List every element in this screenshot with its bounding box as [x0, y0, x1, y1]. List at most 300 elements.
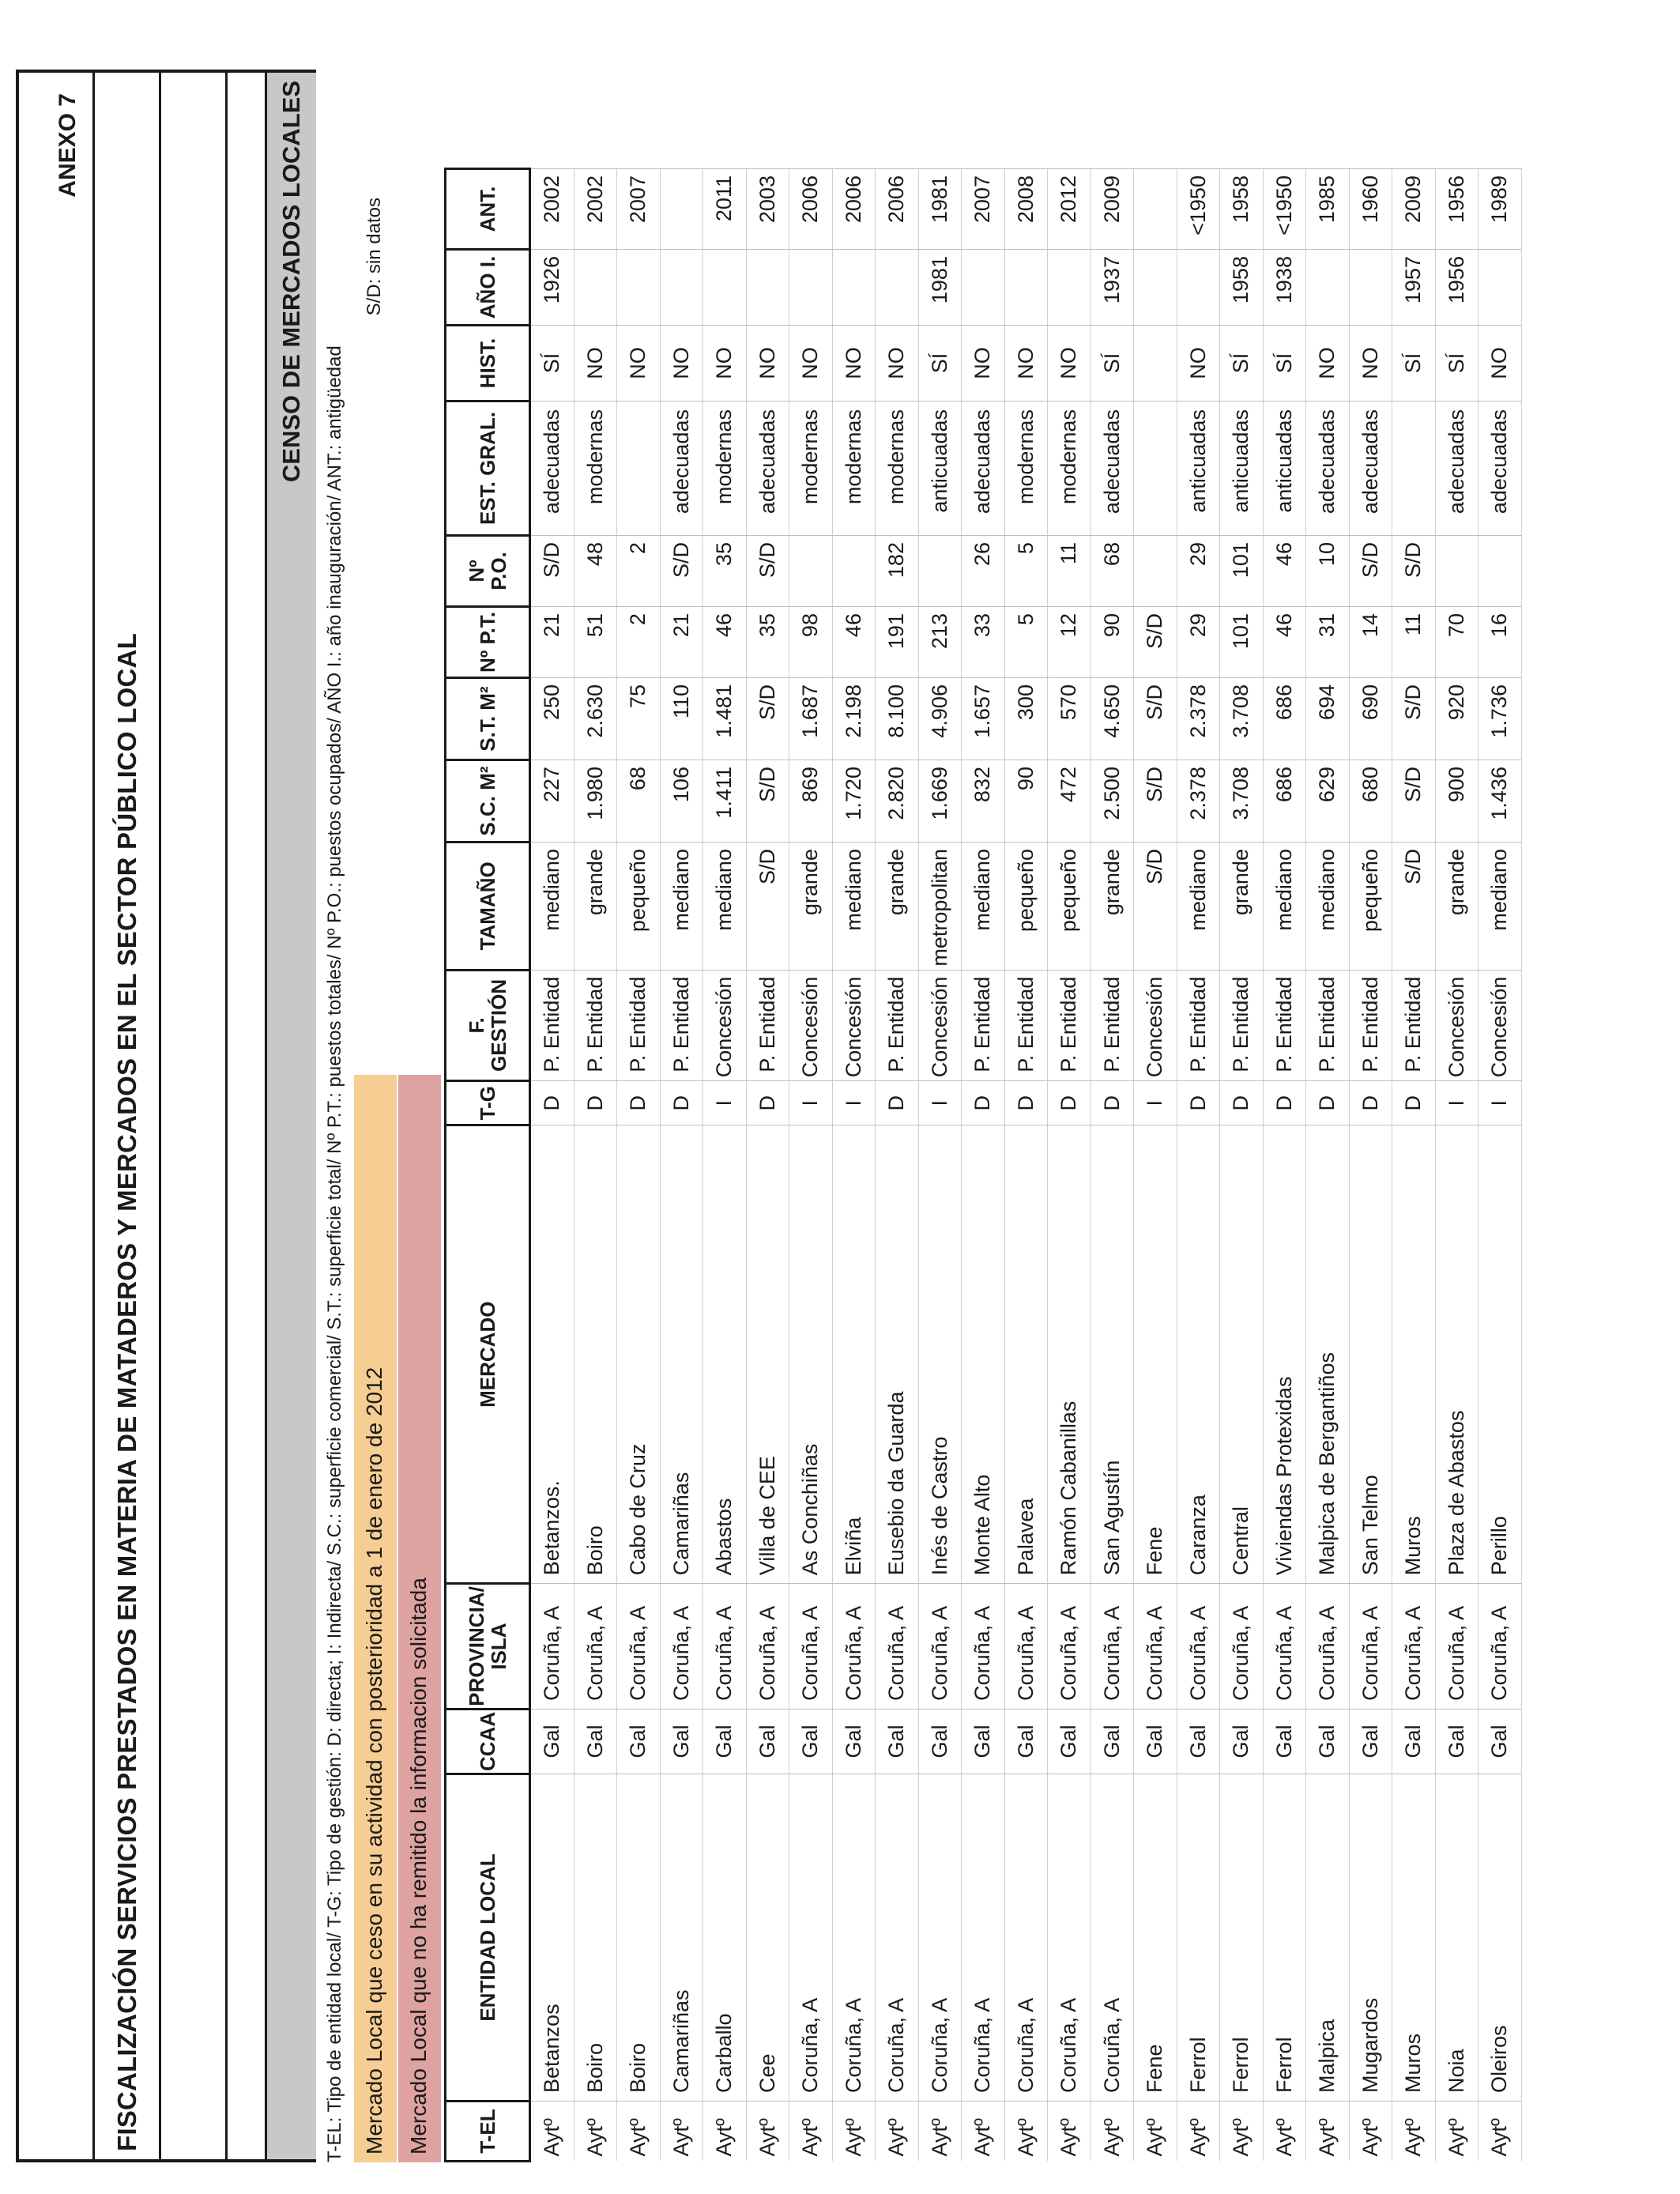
est-cell	[1392, 401, 1436, 536]
st-cell: 690	[1349, 678, 1392, 760]
ccaa-cell: Gal	[1177, 1709, 1220, 1774]
page-title: FISCALIZACIÓN SERVICIOS PRESTADOS EN MATERIA DE MATADEROS Y MERCADOS EN EL SECTOR PÚBLICO LOCAL	[112, 633, 141, 2151]
provincia-cell: Coruña, A	[617, 1584, 661, 1710]
tg-cell: D	[1306, 1081, 1350, 1125]
est-cell: adecuadas	[746, 401, 789, 536]
gestion-cell: P. Entidad	[1220, 970, 1264, 1081]
entidad-cell: Fene	[1134, 1774, 1177, 2102]
tg-cell: I	[703, 1081, 747, 1125]
table-row	[1435, 169, 1478, 2162]
provincia-cell: Coruña, A	[1048, 1584, 1091, 1710]
entidad-cell: Carballo	[703, 1774, 747, 2102]
est-cell: modernas	[789, 401, 833, 536]
provincia-cell: Coruña, A	[876, 1584, 919, 1710]
est-cell	[1134, 401, 1177, 536]
tg-cell: I	[789, 1081, 833, 1125]
pt-cell: 35	[746, 607, 789, 678]
pt-cell: 90	[1090, 607, 1134, 678]
ant-cell: <1950	[1177, 169, 1220, 250]
ccaa-cell: Gal	[1220, 1709, 1264, 1774]
sc-cell: 686	[1263, 760, 1306, 843]
te-cell: Aytº	[1134, 2102, 1177, 2162]
entidad-cell: Muros	[1392, 1774, 1436, 2102]
st-cell: 250	[530, 678, 574, 760]
ant-cell: 2002	[530, 169, 574, 250]
mercado-cell: Cabo de Cruz	[617, 1125, 661, 1584]
tg-cell: D	[1392, 1081, 1436, 1125]
annex-row	[19, 73, 95, 2159]
hist-cell: NO	[789, 326, 833, 401]
st-cell: 570	[1048, 678, 1091, 760]
st-cell: 110	[660, 678, 703, 760]
hist-cell: NO	[1004, 326, 1048, 401]
gestion-cell: P. Entidad	[660, 970, 703, 1081]
te-cell: Aytº	[1306, 2102, 1350, 2162]
entidad-cell: Mugardos	[1349, 1774, 1392, 2102]
po-cell: 48	[574, 536, 617, 607]
pt-cell: 29	[1177, 607, 1220, 678]
anio-cell: 1958	[1220, 250, 1264, 326]
anio-cell	[746, 250, 789, 326]
hist-cell: SÍ	[1263, 326, 1306, 401]
mercado-cell: Elviña	[832, 1125, 876, 1584]
ant-cell: 2006	[832, 169, 876, 250]
table-row	[1220, 169, 1264, 2162]
hist-cell: SÍ	[1220, 326, 1264, 401]
col-ccaa: CCAA	[446, 1709, 530, 1774]
provincia-cell: Coruña, A	[1392, 1584, 1436, 1710]
provincia-cell: Coruña, A	[962, 1584, 1005, 1710]
anio-cell	[1349, 250, 1392, 326]
provincia-cell: Coruña, A	[1263, 1584, 1306, 1710]
closed-market-label: Mercado Local que ceso en su actividad con posterioridad a 1 de enero de 2012	[362, 1367, 386, 2154]
provincia-cell: Coruña, A	[660, 1584, 703, 1710]
hist-cell: NO	[660, 326, 703, 401]
mercado-cell: Eusebio da Guarda	[876, 1125, 919, 1584]
sc-cell: 1.411	[703, 760, 747, 843]
no-info-note	[398, 1097, 441, 2162]
col-sc: S.C. M²	[446, 760, 530, 843]
hist-cell: NO	[1048, 326, 1091, 401]
tg-cell: D	[617, 1081, 661, 1125]
te-cell: Aytº	[1349, 2102, 1392, 2162]
po-cell	[1134, 536, 1177, 607]
mercado-cell: Ramón Cabanillas	[1048, 1125, 1091, 1584]
sc-cell: 832	[962, 760, 1005, 843]
te-cell: Aytº	[1263, 2102, 1306, 2162]
st-cell: 1.481	[703, 678, 747, 760]
pt-cell: 46	[1263, 607, 1306, 678]
anio-cell	[962, 250, 1005, 326]
te-cell: Aytº	[1435, 2102, 1478, 2162]
tg-cell: I	[1134, 1081, 1177, 1125]
te-cell: Aytº	[1220, 2102, 1264, 2162]
table-row	[530, 169, 574, 2162]
table-row	[918, 169, 962, 2162]
est-cell: modernas	[1004, 401, 1048, 536]
sc-cell: 472	[1048, 760, 1091, 843]
hist-cell: SÍ	[918, 326, 962, 401]
entidad-cell: Coruña, A	[832, 1774, 876, 2102]
ant-cell: 2007	[617, 169, 661, 250]
mercado-cell: Inés de Castro	[918, 1125, 962, 1584]
ant-cell: 1960	[1349, 169, 1392, 250]
hist-cell: NO	[1306, 326, 1350, 401]
sc-cell: 869	[789, 760, 833, 843]
te-cell: Aytº	[530, 2102, 574, 2162]
col-st: S.T. M²	[446, 678, 530, 760]
pt-cell: 51	[574, 607, 617, 678]
po-cell	[1478, 536, 1522, 607]
tamano-cell: mediano	[1177, 843, 1220, 971]
blank-row	[161, 73, 228, 2159]
tamano-cell: metropolitan	[918, 843, 962, 971]
table-row	[617, 169, 661, 2162]
annex-label: ANEXO 7	[55, 93, 81, 198]
anio-cell	[832, 250, 876, 326]
provincia-cell: Coruña, A	[789, 1584, 833, 1710]
ccaa-cell: Gal	[918, 1709, 962, 1774]
gestion-cell: Concesión	[832, 970, 876, 1081]
mercado-cell: Camariñas	[660, 1125, 703, 1584]
hist-cell: SÍ	[1435, 326, 1478, 401]
pt-cell: 12	[1048, 607, 1091, 678]
ccaa-cell: Gal	[746, 1709, 789, 1774]
ccaa-cell: Gal	[1306, 1709, 1350, 1774]
gestion-cell: P. Entidad	[876, 970, 919, 1081]
ccaa-cell: Gal	[574, 1709, 617, 1774]
hist-cell: SÍ	[1090, 326, 1134, 401]
ccaa-cell: Gal	[1263, 1709, 1306, 1774]
te-cell: Aytº	[1090, 2102, 1134, 2162]
mercado-cell: Boiro	[574, 1125, 617, 1584]
tamano-cell: pequeño	[617, 843, 661, 971]
est-cell: modernas	[876, 401, 919, 536]
gestion-cell: Concesión	[1134, 970, 1177, 1081]
provincia-cell: Coruña, A	[1220, 1584, 1264, 1710]
ccaa-cell: Gal	[1478, 1709, 1522, 1774]
provincia-cell: Coruña, A	[1349, 1584, 1392, 1710]
col-anio: AÑO I.	[446, 250, 530, 326]
sc-cell: S/D	[1392, 760, 1436, 843]
hist-cell: NO	[617, 326, 661, 401]
te-cell: Aytº	[574, 2102, 617, 2162]
entidad-cell: Coruña, A	[962, 1774, 1005, 2102]
gestion-cell: P. Entidad	[1263, 970, 1306, 1081]
entidad-cell: Coruña, A	[918, 1774, 962, 2102]
blank-row-2	[228, 73, 267, 2159]
sc-cell: 2.378	[1177, 760, 1220, 843]
po-cell: 101	[1220, 536, 1264, 607]
est-cell: anticuadas	[918, 401, 962, 536]
mercado-cell: Plaza de Abastos	[1435, 1125, 1478, 1584]
ant-cell: 1985	[1306, 169, 1350, 250]
gestion-cell: Concesión	[1435, 970, 1478, 1081]
hist-cell: NO	[1349, 326, 1392, 401]
ant-cell: 2009	[1392, 169, 1436, 250]
title-row	[95, 73, 161, 2159]
sc-cell: 900	[1435, 760, 1478, 843]
ccaa-cell: Gal	[1090, 1709, 1134, 1774]
est-cell: adecuadas	[1478, 401, 1522, 536]
anio-cell: 1957	[1392, 250, 1436, 326]
ccaa-cell: Gal	[1435, 1709, 1478, 1774]
mercado-cell: Palavea	[1004, 1125, 1048, 1584]
st-cell: 2.198	[832, 678, 876, 760]
tamano-cell: grande	[789, 843, 833, 971]
table-row	[574, 169, 617, 2162]
provincia-cell: Coruña, A	[1306, 1584, 1350, 1710]
col-mercado: MERCADO	[446, 1125, 530, 1584]
table-row	[832, 169, 876, 2162]
ant-cell: 2009	[1090, 169, 1134, 250]
te-cell: Aytº	[746, 2102, 789, 2162]
sc-cell: 680	[1349, 760, 1392, 843]
st-cell: 3.708	[1220, 678, 1264, 760]
tg-cell: D	[1349, 1081, 1392, 1125]
ccaa-cell: Gal	[876, 1709, 919, 1774]
pt-cell: 16	[1478, 607, 1522, 678]
hist-cell: SÍ	[530, 326, 574, 401]
pt-cell: 31	[1306, 607, 1350, 678]
gestion-cell: P. Entidad	[1392, 970, 1436, 1081]
tamano-cell: grande	[1220, 843, 1264, 971]
anio-cell	[660, 250, 703, 326]
gestion-cell: P. Entidad	[1177, 970, 1220, 1081]
table-row	[746, 169, 789, 2162]
anio-cell	[1004, 250, 1048, 326]
tamano-cell: mediano	[1263, 843, 1306, 971]
po-cell: 182	[876, 536, 919, 607]
table-row	[789, 169, 833, 2162]
table-row	[1004, 169, 1048, 2162]
entidad-cell: Camariñas	[660, 1774, 703, 2102]
mercado-cell: Caranza	[1177, 1125, 1220, 1584]
ant-cell: 1956	[1435, 169, 1478, 250]
st-cell: 686	[1263, 678, 1306, 760]
ccaa-cell: Gal	[962, 1709, 1005, 1774]
est-cell: anticuadas	[1220, 401, 1264, 536]
header-box	[16, 70, 316, 2162]
po-cell: S/D	[660, 536, 703, 607]
est-cell: adecuadas	[530, 401, 574, 536]
mercado-cell: Muros	[1392, 1125, 1436, 1584]
po-cell: 26	[962, 536, 1005, 607]
tamano-cell: grande	[1090, 843, 1134, 971]
pt-cell: 46	[832, 607, 876, 678]
entidad-cell: Boiro	[617, 1774, 661, 2102]
provincia-cell: Coruña, A	[530, 1584, 574, 1710]
col-tamano: TAMAÑO	[446, 843, 530, 971]
ant-cell: 1958	[1220, 169, 1264, 250]
gestion-cell: P. Entidad	[1004, 970, 1048, 1081]
tg-cell: I	[918, 1081, 962, 1125]
po-cell: 5	[1004, 536, 1048, 607]
gestion-cell: P. Entidad	[1090, 970, 1134, 1081]
pt-cell: 213	[918, 607, 962, 678]
entidad-cell: Boiro	[574, 1774, 617, 2102]
ccaa-cell: Gal	[530, 1709, 574, 1774]
gestion-cell: Concesión	[703, 970, 747, 1081]
mercado-cell: Monte Alto	[962, 1125, 1005, 1584]
ccaa-cell: Gal	[703, 1709, 747, 1774]
tg-cell: D	[1220, 1081, 1264, 1125]
te-cell: Aytº	[703, 2102, 747, 2162]
table-row	[660, 169, 703, 2162]
st-cell: 1.657	[962, 678, 1005, 760]
tamano-cell: mediano	[660, 843, 703, 971]
po-cell: 35	[703, 536, 747, 607]
tg-cell: I	[832, 1081, 876, 1125]
provincia-cell: Coruña, A	[1478, 1584, 1522, 1710]
st-cell: S/D	[1134, 678, 1177, 760]
closed-market-swatch	[354, 1075, 397, 1097]
entidad-cell: Coruña, A	[1090, 1774, 1134, 2102]
te-cell: Aytº	[660, 2102, 703, 2162]
sc-cell: S/D	[746, 760, 789, 843]
sc-cell: 3.708	[1220, 760, 1264, 843]
gestion-cell: P. Entidad	[574, 970, 617, 1081]
pt-cell: 5	[1004, 607, 1048, 678]
te-cell: Aytº	[918, 2102, 962, 2162]
po-cell: S/D	[746, 536, 789, 607]
anio-cell: 1956	[1435, 250, 1478, 326]
entidad-cell: Ferrol	[1263, 1774, 1306, 2102]
gestion-cell: P. Entidad	[1306, 970, 1350, 1081]
sc-cell: 227	[530, 760, 574, 843]
pt-cell: 21	[660, 607, 703, 678]
tamano-cell: S/D	[746, 843, 789, 971]
tamano-cell: pequeño	[1048, 843, 1091, 971]
tamano-cell: grande	[876, 843, 919, 971]
ccaa-cell: Gal	[1004, 1709, 1048, 1774]
anio-cell	[789, 250, 833, 326]
table-header-row	[446, 169, 530, 2162]
po-cell: 68	[1090, 536, 1134, 607]
provincia-cell: Coruña, A	[703, 1584, 747, 1710]
provincia-cell: Coruña, A	[1134, 1584, 1177, 1710]
tg-cell: D	[1263, 1081, 1306, 1125]
provincia-cell: Coruña, A	[832, 1584, 876, 1710]
hist-cell: SÍ	[1392, 326, 1436, 401]
est-cell: adecuadas	[1349, 401, 1392, 536]
tamano-cell: mediano	[832, 843, 876, 971]
ant-cell: <1950	[1263, 169, 1306, 250]
sc-cell: 1.436	[1478, 760, 1522, 843]
hist-cell: NO	[574, 326, 617, 401]
provincia-cell: Coruña, A	[746, 1584, 789, 1710]
col-te: T-EL	[446, 2102, 530, 2162]
gestion-cell: P. Entidad	[617, 970, 661, 1081]
tamano-cell: grande	[574, 843, 617, 971]
entidad-cell: Coruña, A	[876, 1774, 919, 2102]
mercado-cell: Abastos	[703, 1125, 747, 1584]
col-est: EST. GRAL.	[446, 401, 530, 536]
tg-cell: D	[1177, 1081, 1220, 1125]
gestion-cell: Concesión	[918, 970, 962, 1081]
tg-cell: D	[1090, 1081, 1134, 1125]
po-cell: 11	[1048, 536, 1091, 607]
entidad-cell: Oleiros	[1478, 1774, 1522, 2102]
table-row	[1478, 169, 1522, 2162]
po-cell	[789, 536, 833, 607]
pt-cell: 33	[962, 607, 1005, 678]
no-info-label: Mercado Local que no ha remitido la informacion solicitada	[406, 1578, 431, 2154]
tamano-cell: S/D	[1392, 843, 1436, 971]
po-cell	[918, 536, 962, 607]
est-cell: anticuadas	[1263, 401, 1306, 536]
st-cell: 4.650	[1090, 678, 1134, 760]
te-cell: Aytº	[1392, 2102, 1436, 2162]
pt-cell: 98	[789, 607, 833, 678]
ant-cell: 2007	[962, 169, 1005, 250]
ccaa-cell: Gal	[789, 1709, 833, 1774]
sc-cell: 90	[1004, 760, 1048, 843]
est-cell: adecuadas	[660, 401, 703, 536]
tamano-cell: mediano	[1306, 843, 1350, 971]
census-row	[267, 73, 316, 2159]
table-body	[530, 169, 1522, 2162]
col-hist: HIST.	[446, 326, 530, 401]
table-row	[1392, 169, 1436, 2162]
provincia-cell: Coruña, A	[574, 1584, 617, 1710]
table-row	[1177, 169, 1220, 2162]
ccaa-cell: Gal	[1048, 1709, 1091, 1774]
pt-cell: S/D	[1134, 607, 1177, 678]
gestion-cell: P. Entidad	[530, 970, 574, 1081]
est-cell: anticuadas	[1177, 401, 1220, 536]
st-cell: S/D	[1392, 678, 1436, 760]
anio-cell	[1134, 250, 1177, 326]
mercado-cell: Malpica de Bergantiños	[1306, 1125, 1350, 1584]
tamano-cell: mediano	[962, 843, 1005, 971]
ccaa-cell: Gal	[617, 1709, 661, 1774]
pt-cell: 46	[703, 607, 747, 678]
col-pt: Nº P.T.	[446, 607, 530, 678]
table-row	[962, 169, 1005, 2162]
sc-cell: 629	[1306, 760, 1350, 843]
tg-cell: D	[746, 1081, 789, 1125]
legend-text: T-EL: Tipo de entidad local/ T-G: Tipo de gestión: D: directa; I: Indirecta/ S.C.: superficie comercial/ S.T.: superficie total/ Nº P.T.: puestos totales/ Nº P.O.: puestos ocupados/ AÑO I.: año inauguración/ ANT.: antigüedad	[324, 345, 345, 2162]
entidad-cell: Cee	[746, 1774, 789, 2102]
ccaa-cell: Gal	[1134, 1709, 1177, 1774]
census-title: CENSO DE MERCADOS LOCALES	[277, 81, 305, 483]
po-cell	[1435, 536, 1478, 607]
table-row	[876, 169, 919, 2162]
est-cell: modernas	[703, 401, 747, 536]
po-cell: 46	[1263, 536, 1306, 607]
mercado-cell: Villa de CEE	[746, 1125, 789, 1584]
tamano-cell: S/D	[1134, 843, 1177, 971]
mercado-cell: As Conchiñas	[789, 1125, 833, 1584]
st-cell: 2.378	[1177, 678, 1220, 760]
pt-cell: 70	[1435, 607, 1478, 678]
ant-cell: 2006	[789, 169, 833, 250]
st-cell: 1.687	[789, 678, 833, 760]
tamano-cell: pequeño	[1349, 843, 1392, 971]
hist-cell: NO	[832, 326, 876, 401]
gestion-cell: P. Entidad	[962, 970, 1005, 1081]
mercado-cell: Perillo	[1478, 1125, 1522, 1584]
anio-cell	[703, 250, 747, 326]
provincia-cell: Coruña, A	[1435, 1584, 1478, 1710]
anio-cell: 1937	[1090, 250, 1134, 326]
table-row	[1349, 169, 1392, 2162]
st-cell: 694	[1306, 678, 1350, 760]
po-cell: 29	[1177, 536, 1220, 607]
te-cell: Aytº	[789, 2102, 833, 2162]
hist-cell: NO	[703, 326, 747, 401]
